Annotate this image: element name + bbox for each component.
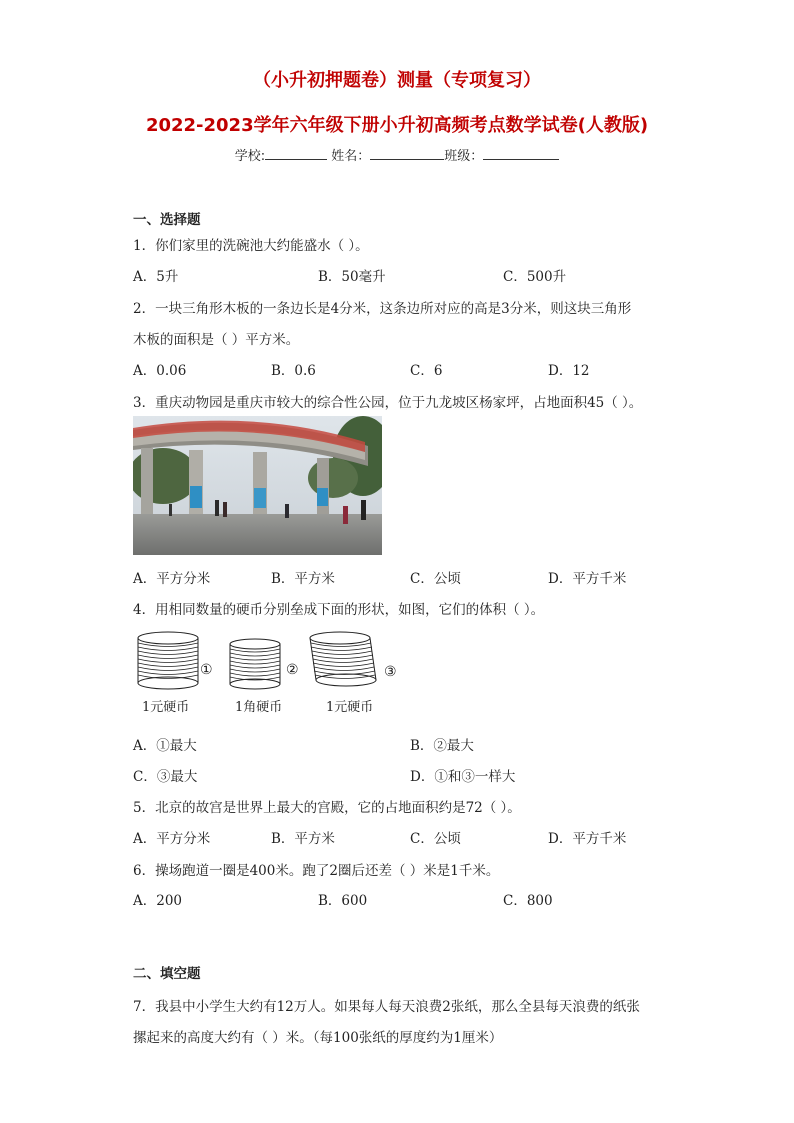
q3-option-b[interactable]: B．平方米 [271, 571, 335, 587]
question-5: 5．北京的故宫是世界上最大的宫殿，它的占地面积约是72（ ）。 [133, 800, 521, 816]
question-1: 1．你们家里的洗碗池大约能盛水（ ）。 [133, 238, 369, 254]
stack-2-mark: ② [286, 662, 299, 678]
q4-option-d[interactable]: D．①和③一样大 [410, 769, 516, 785]
q1-option-a[interactable]: A．5升 [133, 269, 179, 285]
name-blank[interactable] [370, 146, 444, 160]
paper-title: （小升初押题卷）测量（专项复习） [253, 70, 541, 91]
stack-3-mark: ③ [384, 664, 397, 680]
q4-option-a[interactable]: A．①最大 [133, 738, 197, 754]
q3-option-c[interactable]: C．公顷 [410, 571, 461, 587]
coin-stacks-figure [130, 628, 410, 690]
q2-option-a[interactable]: A．0.06 [133, 363, 187, 379]
q6-option-a[interactable]: A．200 [133, 893, 183, 909]
q2-option-c[interactable]: C．6 [410, 363, 443, 379]
coin-stack-1 [138, 632, 198, 689]
stack-2-label: 1角硬币 [235, 700, 283, 715]
stack-1-label: 1元硬币 [142, 700, 190, 715]
question-4: 4．用相同数量的硬币分别垒成下面的形状，如图，它们的体积（ ）。 [133, 602, 545, 618]
section-heading-fill: 二、填空题 [133, 966, 201, 982]
school-label: 学校: [234, 149, 266, 164]
q2-option-b[interactable]: B．0.6 [271, 363, 316, 379]
q1-option-b[interactable]: B．50毫升 [318, 269, 386, 285]
section-heading-choice: 一、选择题 [133, 212, 201, 228]
q6-option-b[interactable]: B．600 [318, 893, 368, 909]
q2-option-d[interactable]: D．12 [548, 363, 590, 379]
paper-subtitle: 2022-2023学年六年级下册小升初高频考点数学试卷(人教版) [145, 115, 649, 136]
coin-stack-3 [310, 632, 376, 686]
q4-option-b[interactable]: B．②最大 [410, 738, 474, 754]
question-6: 6．操场跑道一圈是400米。跑了2圈后还差（ ）米是1千米。 [133, 863, 500, 879]
question-2-line1: 2．一块三角形木板的一条边长是4分米，这条边所对应的高是3分米，则这块三角形 [133, 301, 632, 317]
q4-option-c[interactable]: C．③最大 [133, 769, 198, 785]
q5-option-a[interactable]: A．平方分米 [133, 831, 211, 847]
question-2-line2: 木板的面积是（ ）平方米。 [133, 332, 300, 348]
q5-option-d[interactable]: D．平方千米 [548, 831, 627, 847]
student-info-line [0, 145, 794, 164]
name-label: 姓名： [331, 149, 371, 164]
q3-option-d[interactable]: D．平方千米 [548, 571, 627, 587]
stack-1-mark: ① [200, 662, 213, 678]
q3-option-a[interactable]: A．平方分米 [133, 571, 211, 587]
coin-stack-2 [230, 639, 280, 689]
question-3: 3．重庆动物园是重庆市较大的综合性公园，位于九龙坡区杨家坪，占地面积45（ ）。 [133, 395, 643, 411]
class-blank[interactable] [483, 146, 559, 160]
zoo-entrance-photo [133, 416, 382, 555]
question-7-line1: 7．我县中小学生大约有12万人。如果每人每天浪费2张纸，那么全县每天浪费的纸张 [133, 999, 640, 1015]
q5-option-b[interactable]: B．平方米 [271, 831, 335, 847]
school-blank[interactable] [265, 146, 327, 160]
q5-option-c[interactable]: C．公顷 [410, 831, 461, 847]
stack-3-label: 1元硬币 [326, 700, 374, 715]
q6-option-c[interactable]: C．800 [503, 893, 553, 909]
class-label: 班级： [444, 149, 484, 164]
question-7-line2: 摞起来的高度大约有（ ）米。（每100张纸的厚度约为1厘米） [133, 1030, 503, 1046]
q1-option-c[interactable]: C．500升 [503, 269, 567, 285]
